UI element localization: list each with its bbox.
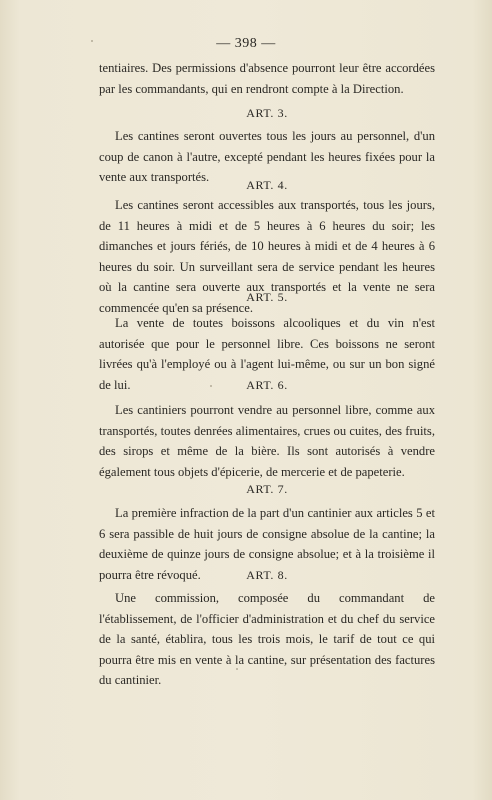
paragraph-text: tentiaires. Des permissions d'absence pourront leur être accordées par les commandants, qui en rendront compte à la Direction. <box>99 61 435 96</box>
article-8-paragraph <box>99 588 435 691</box>
paragraph-text: Les cantiniers pourront vendre au personnel libre, comme aux transportés, toutes denrées alimentaires, crues ou cuites, des fruits, des sirops et même de la bière. Ils sont autorisés à vendre également tous objets d'épicerie, de mercerie et de papeterie. <box>99 403 435 479</box>
article-heading-4: ART. 4. <box>246 178 288 192</box>
article-heading-7: ART. 7. <box>246 482 288 496</box>
paper-speck <box>236 668 238 670</box>
paragraph-text: Les cantines seront ouvertes tous les jours au personnel, d'un coup de canon à l'autre, excepté pendant les heures fixées pour la vente aux transportés. <box>99 129 435 184</box>
article-6-paragraph <box>99 400 435 482</box>
article-heading-6: ART. 6. <box>246 378 288 392</box>
paragraph-text: La vente de toutes boissons alcooliques et du vin n'est autorisée que pour le personnel libre. Ces boissons ne seront livrées qu'à l'employé ou à l'agent lui-même, ou sur un bon signé de lui. <box>99 316 435 392</box>
paper-speck <box>210 385 212 387</box>
paragraph-text: La première infraction de la part d'un cantinier aux articles 5 et 6 sera passible de huit jours de consigne absolue de la cantine; la deuxième de quinze jours de consigne absolue; et à la troisième il pourra être révoqué. <box>99 506 435 582</box>
paragraph-continuation <box>99 58 435 99</box>
paper-speck <box>91 40 93 42</box>
article-heading-3: ART. 3. <box>246 106 288 120</box>
article-heading-5: ART. 5. <box>246 290 288 304</box>
article-heading-8: ART. 8. <box>246 568 288 582</box>
paragraph-text: Les cantines seront accessibles aux transportés, tous les jours, de 11 heures à midi et de 5 heures à 6 heures du soir; les dimanches et jours fériés, de 10 heures à midi et de 4 heures à 6 heures du soir. Un surveillant sera de service pendant les heures où la cantine sera ouverte aux transportés et la vente ne sera commencée qu'en sa présence. <box>99 198 435 315</box>
page-number: — 398 — <box>216 36 276 51</box>
paragraph-text: Une commission, composée du commandant de l'établissement, de l'officier d'administration et du chef du service de la santé, établira, tous les trois mois, le tarif de tout ce qui pourra être mis en vente à la cantine, sur présentation des factures du cantinier. <box>99 591 435 687</box>
